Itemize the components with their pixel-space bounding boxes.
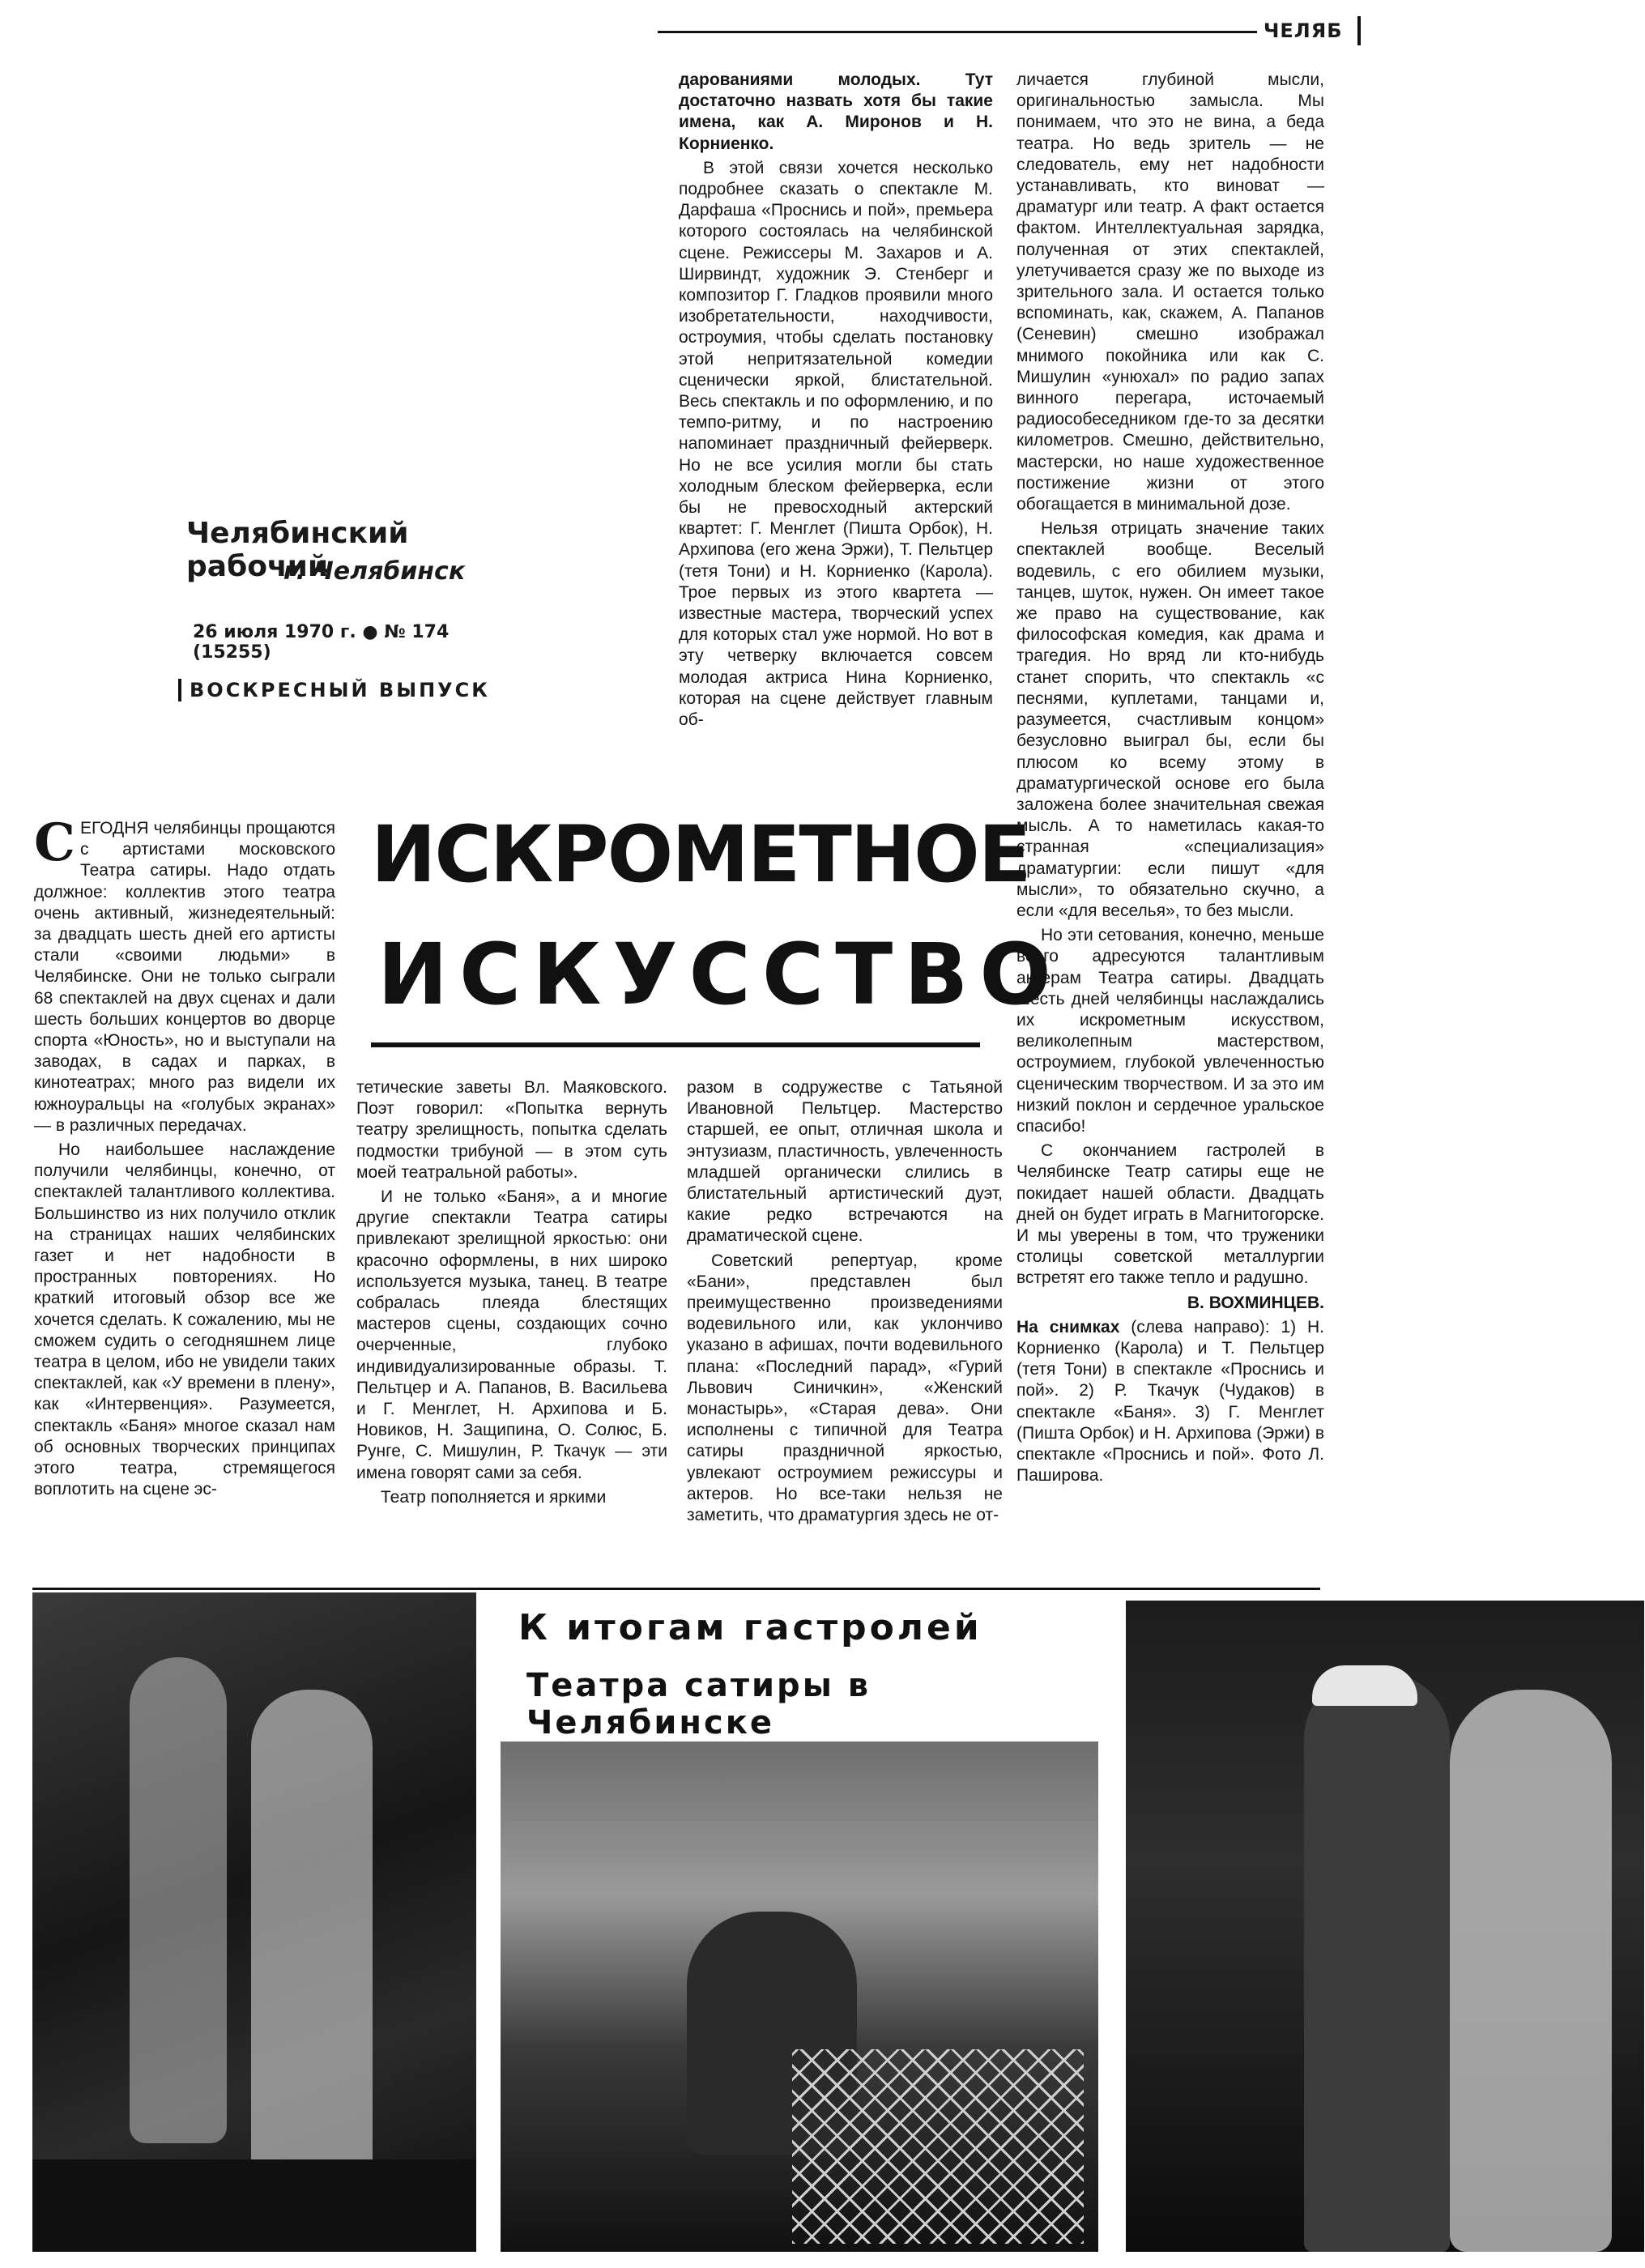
article-top-col-1 [679, 70, 993, 803]
section-title-block [494, 1592, 1110, 1746]
paragraph: Но наибольшее наслаждение получили челябинцы, конечно, от спектаклей талантливого коллектива. Большинство из них получило отклик на страницах наших челябинских газет и нет надобности в пространных повторениях. Но краткий итоговый обзор все же хочется сделать. К сожалению, мы не сможем судить о сегодняшнем лице театра в целом, ибо не увидели таких спектаклей, как «У времени в плену», как «Интервенция». Разумеется, спектакль «Баня» многое сказал нам об основных творческих принципах этого театра, стремящегося воплотить на сцене эс- [34, 1140, 335, 1499]
article-col-3 [687, 1077, 1003, 1563]
photo-3 [1126, 1601, 1644, 2252]
article-bottom-rule [32, 1588, 1320, 1590]
headline-underline [371, 1042, 980, 1047]
lead-text: ЕГОДНЯ челябинцы прощаются с артистами московского Театра сатиры. Надо отдать должное: коллектив этого театра очень активный, жизнедеятельный: за двадцать шесть дней его артисты стали «своими людьми» в Челябинске. Они не только сыграли 68 спектаклей на двух сценах и дали шесть больших концертов во дворце спорта «Юность», но и выступали на заводах, в садах и парках, в кинотеатрах; много раз видели их южноуральцы на «голубых экранах» — в различных передачах. [34, 819, 335, 1135]
section-title-1: К итогам гастролей [518, 1607, 982, 1648]
caption-lead: На снимках [1016, 1317, 1120, 1336]
clip-stamp [170, 494, 526, 737]
stamp-city: г. Челябинск [283, 557, 466, 586]
lead-paragraph [34, 818, 335, 1136]
top-header-bar [1357, 16, 1361, 45]
paragraph: Но эти сетования, конечно, меньше всего адресуются талантливым актерам Театра сатиры. Двадцать шесть дней челябинцы наслаждались их искрометным искусством, великолепным мастерством, остроумием, глубокой увлеченностью сценическим творчеством. И за это им низкий поклон и сердечное уральское спасибо! [1016, 926, 1324, 1136]
stamp-edition: ВОСКРЕСНЫЙ ВЫПУСК [178, 679, 490, 701]
article-top-col-2 [1016, 70, 1324, 1581]
paragraph: личается глубиной мысли, оригинальностью замысла. Мы понимаем, что это не вина, а беда театра. Но ведь зритель — не следователь, ему нет надобности устанавливать, кто виноват — драматург или театр. А факт остается фактом. Интеллектуальная зарядка, полученная от этих спектаклей, улетучивается сразу же по выходе из зрительного зала. И остается только вспоминать, как, скажем, А. Папанов (Сеневин) смешно изображал мнимого покойника или как С. Мишулин «унюхал» по радио запах винного перегара, источаемый радиособеседником где-то за десятки километров. Смешно, действительно, мастерски, но наше художественное постижение жизни от этого обогащается в минимальной дозе. [1016, 70, 1324, 514]
paragraph: разом в содружестве с Татьяной Ивановной Пельтцер. Мастерство старшей, ее опыт, отличная школа и энтузиазм, пластичность, увлеченность младшей органически слились в блистательный артистический дуэт, какие редко встречаются на драматической сцене. [687, 1078, 1003, 1246]
stamp-date-issue: 26 июля 1970 г. ● № 174 (15255) [193, 622, 450, 663]
article-col-2 [356, 1077, 667, 1563]
headline [371, 809, 1063, 1053]
paragraph: тетические заветы Вл. Маяковского. Поэт говорил: «Попытка вернуть театру зрелищность, попытка сделать подмостки трибуной — в этом суть моей театральной работы». [356, 1078, 667, 1182]
paragraph: С окончанием гастролей в Челябинске Театр сатиры еще не покидает нашей области. Двадцать дней он будет играть в Магнитогорске. И мы уверены в том, что труженики столицы советской металлургии встретят его также тепло и радушно. [1016, 1141, 1324, 1288]
stamp-paper: Челябинский рабочий [186, 517, 409, 583]
headline-line-1: ИСКРОМЕТНОЕ [371, 809, 1030, 900]
photo-caption [1016, 1317, 1324, 1487]
photo-2-net [792, 2049, 1084, 2244]
paragraph: Нельзя отрицать значение таких спектаклей вообще. Веселый водевиль, с его обилием музыки, танцев, шуток, нужен. Он имеет такое же право на существование, как философская комедия, как драма и трагедия. Но вряд ли кто-нибудь станет спорить, что спектакль «с песнями, куплетами, танцами и, разумеется, счастливым концом» безусловно выиграл бы, если бы плюсом ко всему этому в драматургической основе его была заложена более значительная свежая мысль. А то наметилась какая-то странная «специализация» драматургии: если пишут «для мысли», то обязательно скучно, а если «для веселья», то без мысли. [1016, 519, 1324, 920]
headline-line-2: ИСКУССТВО [377, 925, 1063, 1024]
section-title-2: Театра сатиры в Челябинске [526, 1667, 872, 1742]
photo-1-floor [32, 2159, 476, 2252]
photo-1-figure-b [251, 1690, 373, 2208]
photo-2 [501, 1742, 1098, 2252]
photo-1-figure-a [130, 1657, 227, 2143]
top-header-label: ЧЕЛЯБ [1264, 19, 1343, 42]
caption-text: (слева направо): 1) Н. Корниенко (Карола) и Т. Пельтцер (тетя Тони) в спектакле «Проснись и пой». 2) Р. Ткачук (Чудаков) в спектакле «Баня». 3) Г. Менглет (Пишта Орбок) и Н. Архипова (Эржи) в спектакле «Проснись и пой». Фото Л. Пашировa. [1016, 1317, 1324, 1486]
paragraph: В этой связи хочется несколько подробнее сказать о спектакле М. Дарфаша «Проснись и пой», премьера которого состоялась на челябинской сцене. Режиссеры М. Захаров и А. Ширвиндт, художник Э. Стенберг и композитор Г. Гладков проявили много изобретательности, находчивости, остроумия, чтобы сделать постановку этой непритязательной комедии сценически яркой, блистательной. Весь спектакль и по оформлению, и по темпо-ритму, и по настроению напоминает праздничный фейерверк. Но не все усилия могли бы стать холодным блеском фейерверка, если бы не превосходный актерский квартет: Г. Менглет (Пишта Орбок), Н. Архипова (его жена Эржи), Т. Пельтцер (тетя Тони) и Н. Корниенко (Карола). Трое первых из этого квартета — известные мастера, творческий успех для которых стал уже нормой. Но вот в эту четверку включается совсем молодая актриса Нина Корниенко, которая на сцене действует главным об- [679, 158, 993, 730]
photo-3-figure-man [1304, 1673, 1450, 2252]
photo-3-figure-woman [1450, 1690, 1612, 2252]
photo-3-hat [1312, 1665, 1417, 1706]
paragraph: дарованиями молодых. Тут достаточно назвать хотя бы такие имена, как А. Миронов и Н. Корниенко. [679, 70, 993, 153]
photo-1 [32, 1592, 476, 2252]
author-signature: В. ВОХМИНЦЕВ. [1187, 1293, 1324, 1312]
article-col-1 [34, 818, 335, 1563]
paragraph: Театр пополняется и яркими [381, 1487, 607, 1507]
paragraph: И не только «Баня», а и многие другие спектакли Театра сатиры привлекают зрелищной яркостью: они красочно оформлены, в них широко используется музыка, танец. В театре собралась плеяда блестящих мастеров сцены, создающих сочно очерченные, глубоко индивидуализированные образы. Т. Пельтцер и А. Папанов, В. Васильева и Г. Менглет, Н. Архипова и Б. Новиков, Н. Защипина, О. Солюс, Б. Рунге, С. Мишулин, Р. Ткачук — эти имена говорят сами за себя. [356, 1187, 667, 1482]
drop-cap: С [34, 818, 75, 873]
paragraph: Советский репертуар, кроме «Бани», представлен был преимущественно произведениями водевильного или, как уклончиво указано в афишах, почти водевильного плана: «Последний парад», «Гурий Львович Синичкин», «Женский монастырь», «Старая дева». Они исполнены с типичной для Театра сатиры праздничной яркостью, увлекают остроумием режиссуры и актеров. Но все-таки нельзя не заметить, что драматургия здесь не от- [687, 1251, 1003, 1525]
top-rule [658, 31, 1257, 33]
